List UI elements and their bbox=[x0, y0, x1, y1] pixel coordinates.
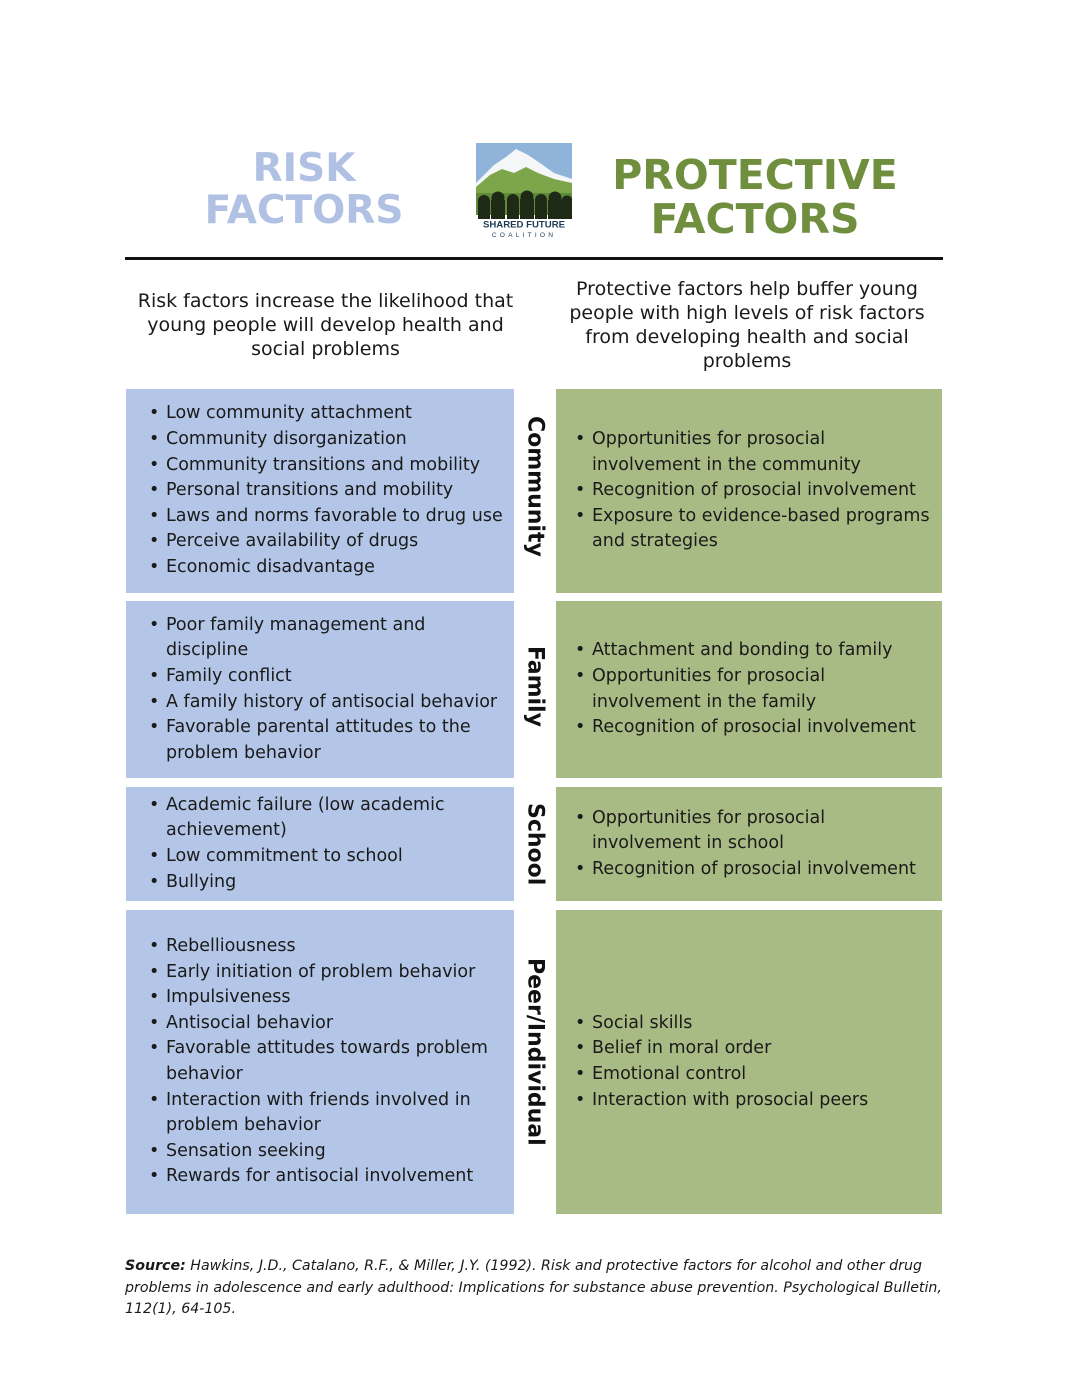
risk-factors-title bbox=[170, 148, 438, 232]
list-item: • Social skills bbox=[575, 1011, 868, 1037]
category-label-text: Family bbox=[522, 646, 548, 727]
peer-individual-risk-list bbox=[149, 934, 510, 1190]
peer-individual-protective-box bbox=[556, 910, 942, 1214]
risk-title-line-2: FACTORS bbox=[204, 188, 404, 234]
list-item: • Bullying bbox=[149, 870, 510, 896]
family-protective-list bbox=[575, 638, 932, 740]
shared-future-coalition-logo bbox=[476, 143, 572, 239]
school-risk-box bbox=[126, 787, 514, 901]
school-protective-box bbox=[556, 787, 942, 901]
protective-title-line-2: FACTORS bbox=[650, 195, 860, 244]
list-item: • Rebelliousness bbox=[149, 934, 510, 960]
category-label-text: Peer/Individual bbox=[522, 958, 548, 1146]
family-risk-list bbox=[149, 613, 510, 767]
list-item: • Personal transitions and mobility bbox=[149, 478, 503, 504]
school-protective-list bbox=[575, 806, 932, 883]
list-item: • Sensation seeking bbox=[149, 1139, 510, 1165]
list-item: • Academic failure (low academic achievement) bbox=[149, 793, 510, 844]
protective-factors-title bbox=[605, 153, 905, 242]
list-item: • Early initiation of problem behavior bbox=[149, 960, 510, 986]
list-item: • Recognition of prosocial involvement bbox=[575, 857, 932, 883]
source-citation bbox=[125, 1256, 945, 1321]
list-item: • Economic disadvantage bbox=[149, 555, 503, 581]
list-item: • A family history of antisocial behavior bbox=[149, 690, 510, 716]
list-item: • Laws and norms favorable to drug use bbox=[149, 504, 503, 530]
list-item: • Family conflict bbox=[149, 664, 510, 690]
community-protective-box bbox=[556, 389, 942, 593]
list-item: • Favorable attitudes towards problem behavior bbox=[149, 1036, 510, 1087]
list-item: • Emotional control bbox=[575, 1062, 868, 1088]
category-label-peer-individual bbox=[514, 958, 556, 1158]
list-item: • Attachment and bonding to family bbox=[575, 638, 932, 664]
category-label-community bbox=[514, 416, 556, 586]
list-item: • Rewards for antisocial involvement bbox=[149, 1164, 510, 1190]
header-divider bbox=[125, 257, 943, 260]
community-protective-list bbox=[575, 427, 932, 555]
community-risk-list bbox=[149, 401, 503, 580]
risk-intro-text: Risk factors increase the likelihood that young people will develop health and social problems bbox=[137, 290, 514, 360]
list-item: • Community transitions and mobility bbox=[149, 453, 503, 479]
protective-title-line-1: PROTECTIVE bbox=[612, 151, 898, 199]
school-risk-list bbox=[149, 793, 510, 895]
list-item: • Impulsiveness bbox=[149, 985, 510, 1011]
family-risk-box bbox=[126, 601, 514, 778]
category-label-school bbox=[514, 803, 556, 893]
list-item: • Perceive availability of drugs bbox=[149, 529, 503, 555]
peer-individual-protective-list bbox=[575, 1011, 868, 1113]
category-label-text: Community bbox=[522, 416, 548, 557]
list-item: • Recognition of prosocial involvement bbox=[575, 715, 932, 741]
list-item: • Low commitment to school bbox=[149, 844, 510, 870]
list-item: • Community disorganization bbox=[149, 427, 503, 453]
list-item: • Antisocial behavior bbox=[149, 1011, 510, 1037]
list-item: • Interaction with friends involved in problem behavior bbox=[149, 1088, 510, 1139]
list-item: • Low community attachment bbox=[149, 401, 503, 427]
peer-individual-risk-box bbox=[126, 910, 514, 1214]
list-item: • Favorable parental attitudes to the problem behavior bbox=[149, 715, 510, 766]
list-item: • Exposure to evidence-based programs and strategies bbox=[575, 504, 932, 555]
list-item: • Interaction with prosocial peers bbox=[575, 1088, 868, 1114]
list-item: • Belief in moral order bbox=[575, 1036, 868, 1062]
community-risk-box bbox=[126, 389, 514, 593]
list-item: • Opportunities for prosocial involvement in the family bbox=[575, 664, 932, 715]
list-item: • Recognition of prosocial involvement bbox=[575, 478, 932, 504]
source-label: Source: bbox=[125, 1258, 186, 1274]
logo-name-text: SHARED FUTURE bbox=[482, 219, 566, 231]
logo-coalition-text: COALITION bbox=[491, 232, 557, 239]
category-label-text: School bbox=[522, 803, 548, 886]
list-item: • Poor family management and discipline bbox=[149, 613, 510, 664]
family-protective-box bbox=[556, 601, 942, 778]
list-item: • Opportunities for prosocial involvement in the community bbox=[575, 427, 932, 478]
list-item: • Opportunities for prosocial involvement in school bbox=[575, 806, 932, 857]
category-label-family bbox=[514, 646, 556, 746]
source-text: Hawkins, J.D., Catalano, R.F., & Miller, J.Y. (1992). Risk and protective factors for alcohol and other drug problems in adolescence and early adulthood: Implications for substance abuse prevention. Psychological Bulletin, 112(1), 64-105. bbox=[125, 1258, 942, 1317]
risk-title-line-1: RISK bbox=[252, 146, 356, 191]
protective-intro-text: Protective factors help buffer young people with high levels of risk factors from developing health and social problems bbox=[569, 278, 925, 372]
